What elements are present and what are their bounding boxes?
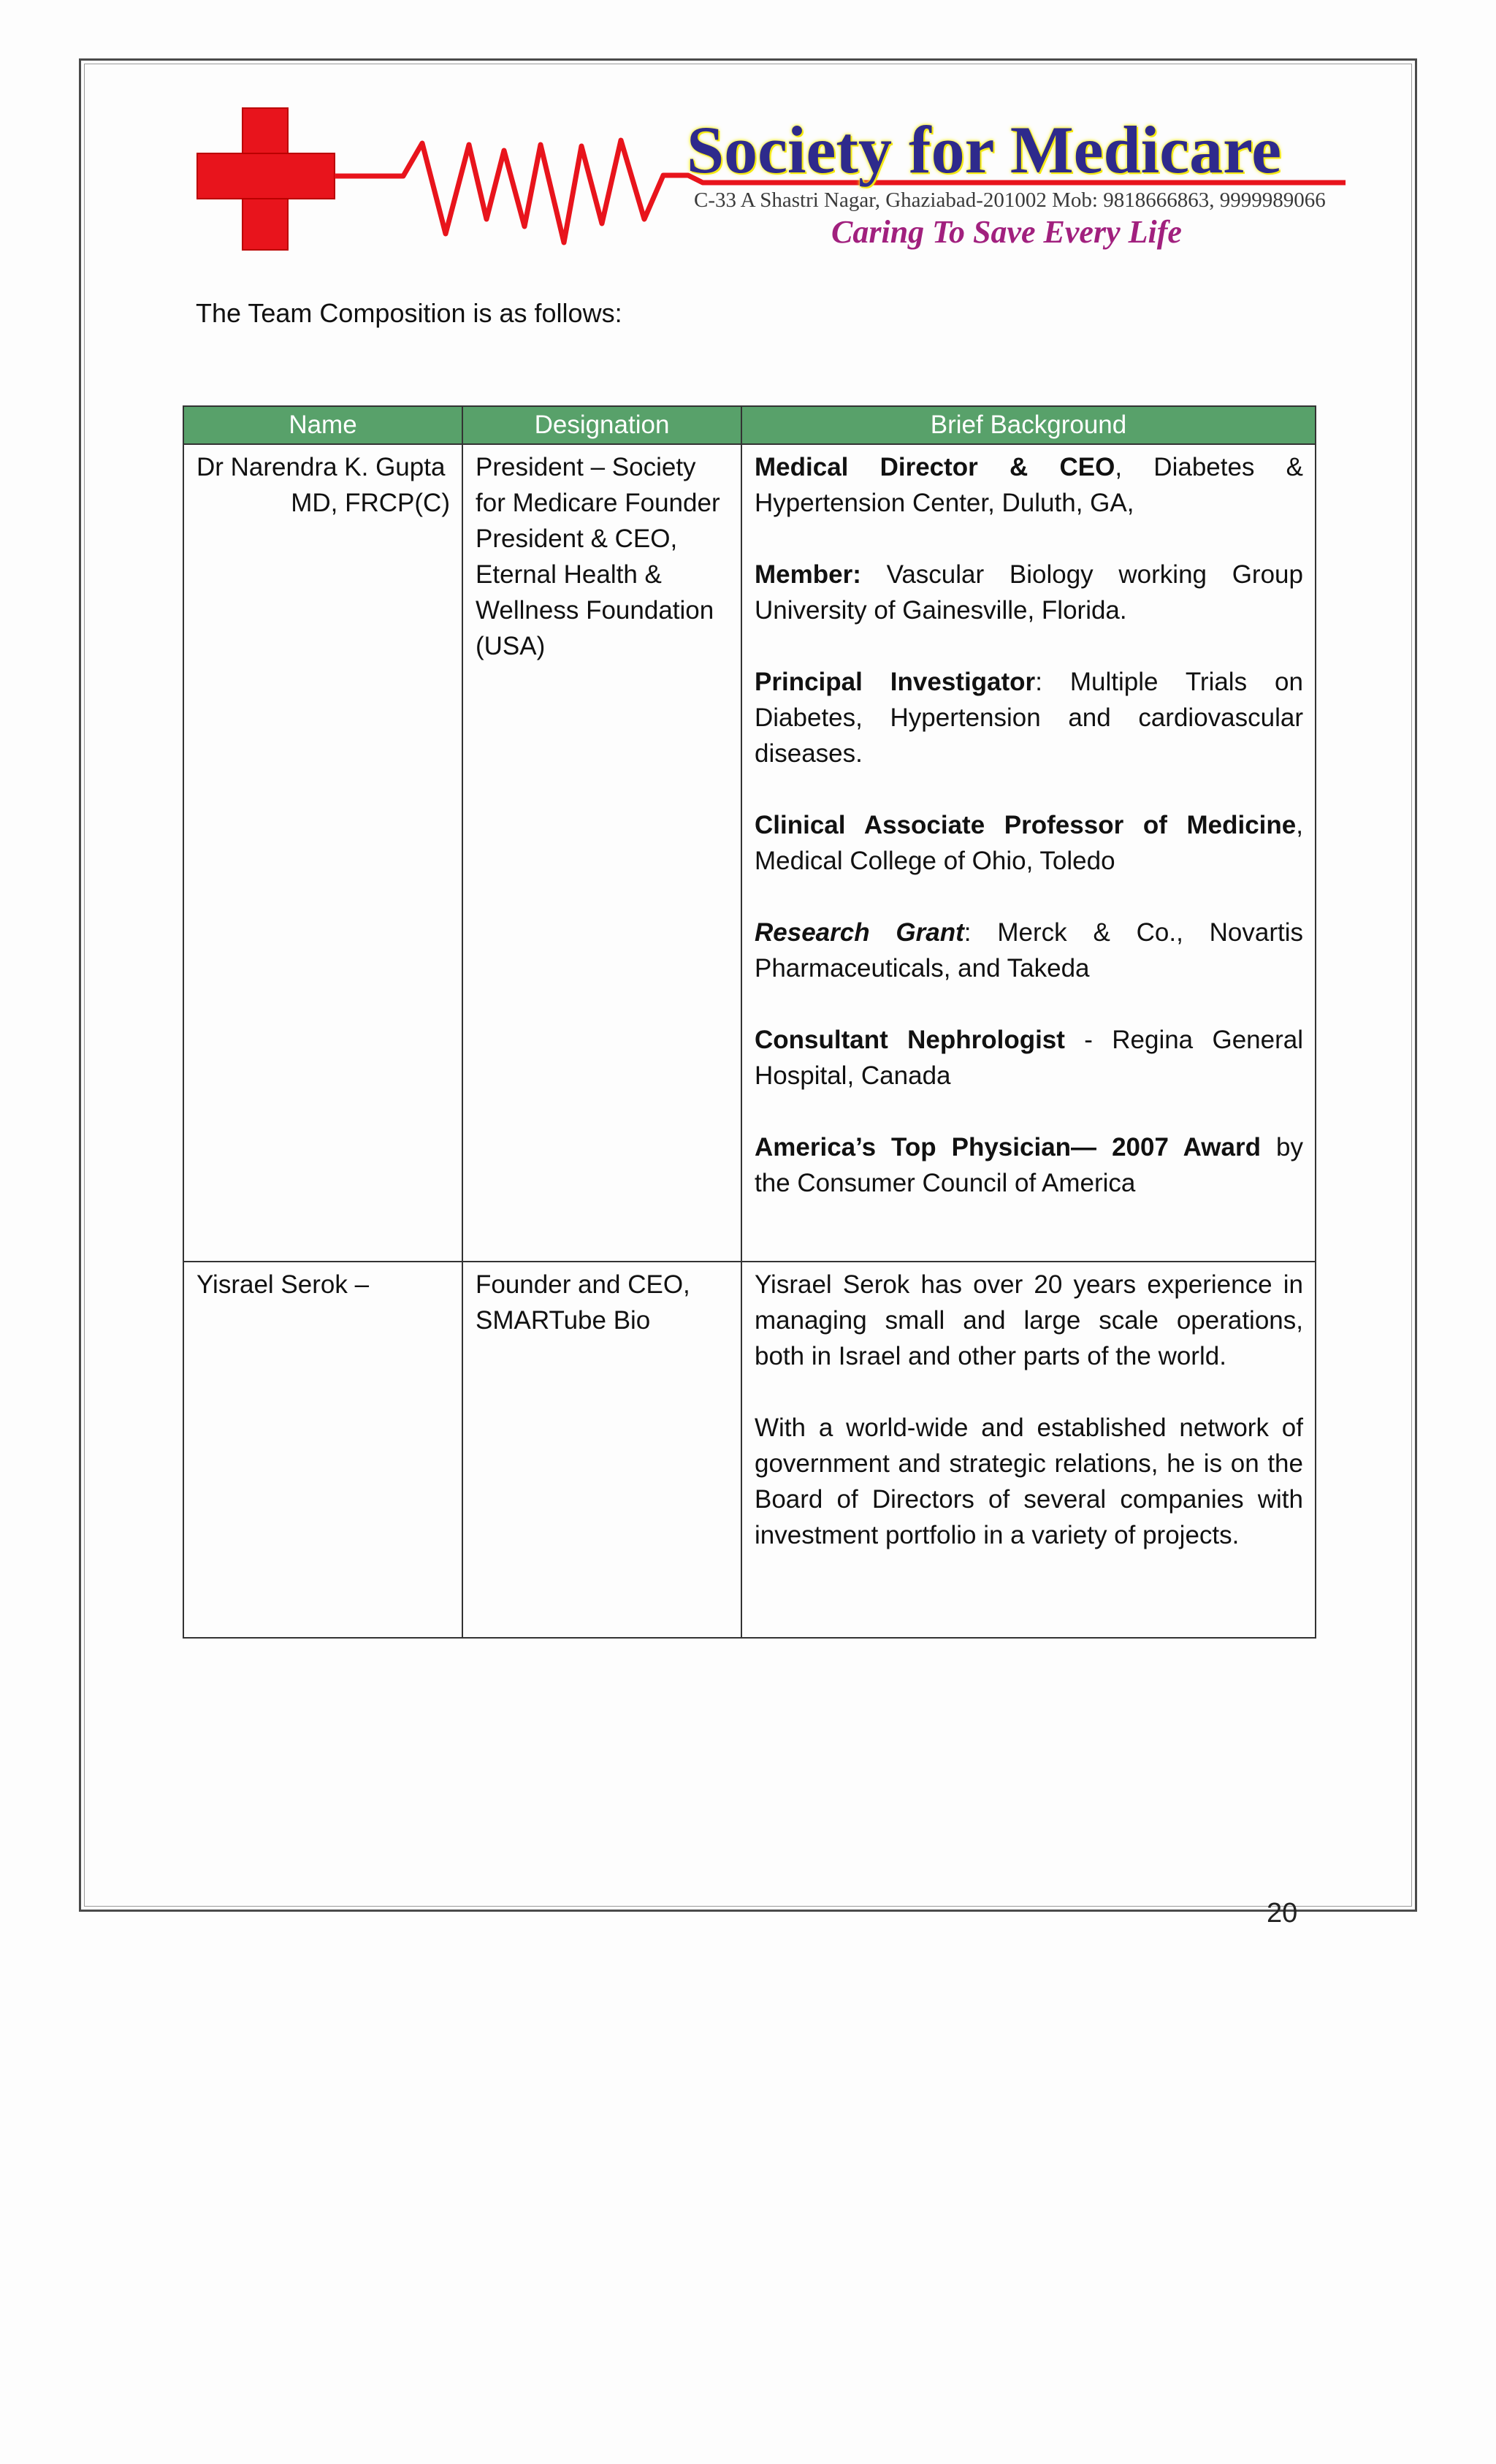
member-designation: Founder and CEO, SMARTube Bio [476,1270,690,1335]
organization-tagline: Caring To Save Every Life [831,214,1182,250]
column-header-background: Brief Background [741,406,1316,444]
designation-cell [462,1262,741,1638]
member-credentials: MD, FRCP(C) [291,489,450,517]
background-entry: America’s Top Physician— 2007 Award by the Consumer Council of America [755,1133,1303,1197]
background-cell [741,444,1316,1262]
table-header-row [183,406,1316,444]
organization-name: Society for Medicare [687,112,1282,187]
background-cell [741,1262,1316,1638]
team-table [183,405,1316,1639]
column-header-name: Name [183,406,462,444]
background-entry: Research Grant: Merck & Co., Novartis Pharmaceuticals, and Takeda [755,918,1303,983]
page-number: 20 [1267,1898,1298,1929]
background-entry: Clinical Associate Professor of Medicine, Medical College of Ohio, Toledo [755,811,1303,875]
background-entry: Medical Director & CEO, Diabetes & Hypertension Center, Duluth, GA, [755,453,1303,517]
designation-cell [462,444,741,1262]
intro-text: The Team Composition is as follows: [196,298,622,328]
member-name: Dr Narendra K. Gupta [196,453,446,481]
background-entry: Yisrael Serok has over 20 years experience in managing small and large scale operations, both in Israel and other parts of the world. [755,1270,1303,1370]
background-entry: With a world-wide and established network of government and strategic relations, he is on the Board of Directors of several companies with investment portfolio in a variety of projects. [755,1414,1303,1549]
background-entry: Consultant Nephrologist - Regina General Hospital, Canada [755,1026,1303,1090]
name-cell [183,1262,462,1638]
background-entry: Member: Vascular Biology working Group University of Gainesville, Florida. [755,560,1303,625]
column-header-designation: Designation [462,406,741,444]
organization-address: C-33 A Shastri Nagar, Ghaziabad-201002 Mob: 9818666863, 9999989066 [694,188,1326,212]
background-entry: Principal Investigator: Multiple Trials on Diabetes, Hypertension and cardiovascular diseases. [755,668,1303,768]
member-designation: President – Society for Medicare Founder President & CEO, Eternal Health & Wellness Foundation (USA) [476,453,720,660]
member-name: Yisrael Serok – [196,1270,370,1299]
name-cell [183,444,462,1262]
table-row [183,1262,1316,1638]
table-row [183,444,1316,1262]
